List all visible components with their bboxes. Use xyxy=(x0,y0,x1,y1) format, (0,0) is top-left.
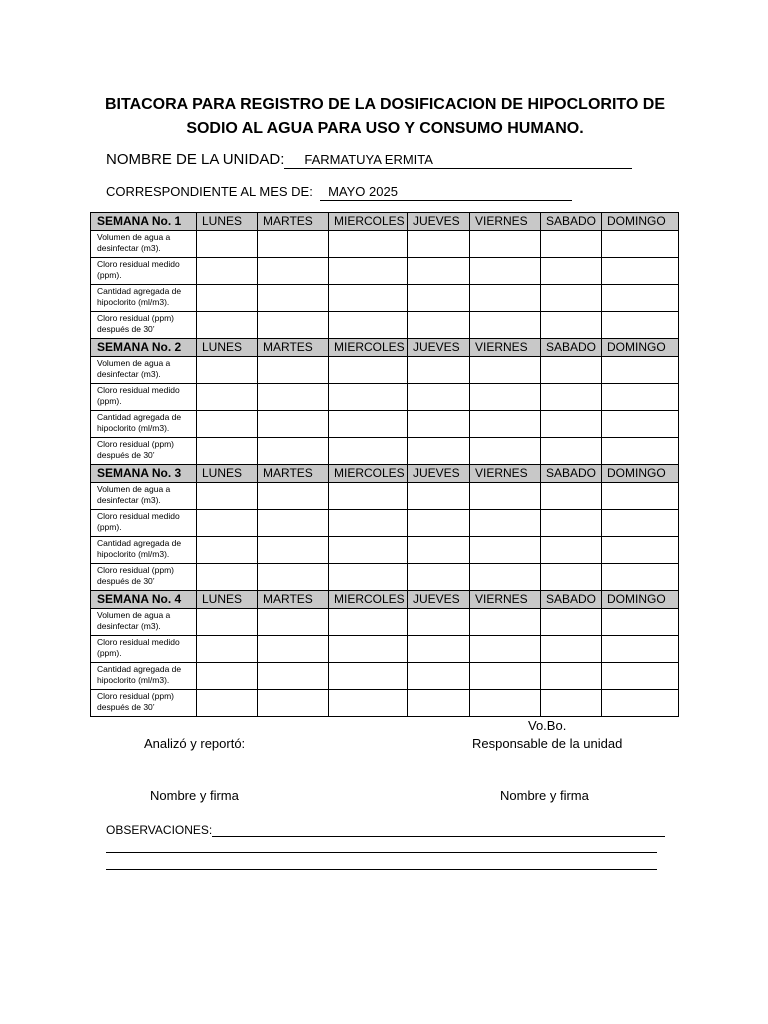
observaciones-line-3[interactable] xyxy=(106,869,657,870)
day-header: JUEVES xyxy=(408,213,470,231)
day-header: MIERCOLES xyxy=(329,339,408,357)
row-label-line: Cloro residual medido xyxy=(97,637,180,647)
day-header: LUNES xyxy=(197,213,258,231)
entry-cell[interactable] xyxy=(541,663,602,690)
entry-cell[interactable] xyxy=(470,231,541,258)
entry-cell[interactable] xyxy=(258,690,329,717)
day-header: DOMINGO xyxy=(602,465,679,483)
title-line-2: SODIO AL AGUA PARA USO Y CONSUMO HUMANO. xyxy=(186,120,584,137)
entry-cell[interactable] xyxy=(197,312,258,339)
entry-cell[interactable] xyxy=(602,384,679,411)
table-row xyxy=(91,510,679,537)
entry-cell[interactable] xyxy=(408,510,470,537)
entry-cell[interactable] xyxy=(258,384,329,411)
entry-cell[interactable] xyxy=(329,483,408,510)
entry-cell[interactable] xyxy=(602,510,679,537)
entry-cell[interactable] xyxy=(602,357,679,384)
entry-cell[interactable] xyxy=(329,690,408,717)
row-label-line: Volumen de agua a xyxy=(97,610,171,620)
week-header-row xyxy=(91,465,679,483)
entry-cell[interactable] xyxy=(329,609,408,636)
table-row xyxy=(91,312,679,339)
row-label-line: hipoclorito (ml/m3). xyxy=(97,297,170,307)
day-header: DOMINGO xyxy=(602,591,679,609)
row-label-line: hipoclorito (ml/m3). xyxy=(97,675,170,685)
entry-cell[interactable] xyxy=(602,609,679,636)
week-label: SEMANA No. 4 xyxy=(91,591,197,609)
day-header: JUEVES xyxy=(408,339,470,357)
row-label-line: Cantidad agregada de xyxy=(97,286,182,296)
entry-cell[interactable] xyxy=(197,384,258,411)
entry-cell[interactable] xyxy=(408,483,470,510)
table-row xyxy=(91,537,679,564)
entry-cell[interactable] xyxy=(258,564,329,591)
row-label-line: después de 30’ xyxy=(97,702,155,712)
entry-cell[interactable] xyxy=(602,483,679,510)
entry-cell[interactable] xyxy=(602,663,679,690)
day-header: MIERCOLES xyxy=(329,591,408,609)
entry-cell[interactable] xyxy=(408,384,470,411)
row-label-line: desinfectar (m3). xyxy=(97,369,161,379)
row-label-line: desinfectar (m3). xyxy=(97,621,161,631)
week-label: SEMANA No. 2 xyxy=(91,339,197,357)
week-label: SEMANA No. 1 xyxy=(91,213,197,231)
entry-cell[interactable] xyxy=(197,510,258,537)
table-row xyxy=(91,564,679,591)
entry-cell[interactable] xyxy=(329,564,408,591)
entry-cell[interactable] xyxy=(408,312,470,339)
mes-value[interactable]: MAYO 2025 xyxy=(320,184,572,201)
entry-cell[interactable] xyxy=(541,690,602,717)
week-header-row xyxy=(91,213,679,231)
table-row xyxy=(91,258,679,285)
row-label-line: Cloro residual (ppm) xyxy=(97,313,174,323)
entry-cell[interactable] xyxy=(602,411,679,438)
row-label-line: (ppm). xyxy=(97,522,122,532)
entry-cell[interactable] xyxy=(329,438,408,465)
entry-cell[interactable] xyxy=(602,258,679,285)
day-header: MIERCOLES xyxy=(329,465,408,483)
entry-cell[interactable] xyxy=(408,258,470,285)
table-row xyxy=(91,384,679,411)
entry-cell[interactable] xyxy=(258,609,329,636)
entry-cell[interactable] xyxy=(408,285,470,312)
table-row xyxy=(91,357,679,384)
row-label xyxy=(91,258,197,285)
entry-cell[interactable] xyxy=(329,510,408,537)
entry-cell[interactable] xyxy=(541,510,602,537)
row-label-line: desinfectar (m3). xyxy=(97,495,161,505)
entry-cell[interactable] xyxy=(541,258,602,285)
row-label xyxy=(91,384,197,411)
right-signature-name[interactable]: Nombre y firma xyxy=(500,788,589,803)
entry-cell[interactable] xyxy=(470,537,541,564)
entry-cell[interactable] xyxy=(408,438,470,465)
row-label-line: después de 30’ xyxy=(97,324,155,334)
entry-cell[interactable] xyxy=(541,609,602,636)
row-label-line: Volumen de agua a xyxy=(97,358,171,368)
document-title xyxy=(90,93,680,141)
row-label-line: hipoclorito (ml/m3). xyxy=(97,423,170,433)
row-label-line: (ppm). xyxy=(97,396,122,406)
entry-cell[interactable] xyxy=(541,285,602,312)
entry-cell[interactable] xyxy=(258,357,329,384)
entry-cell[interactable] xyxy=(602,690,679,717)
left-signature-name[interactable]: Nombre y firma xyxy=(150,788,239,803)
week-label: SEMANA No. 3 xyxy=(91,465,197,483)
entry-cell[interactable] xyxy=(258,537,329,564)
entry-cell[interactable] xyxy=(197,285,258,312)
entry-cell[interactable] xyxy=(258,663,329,690)
row-label-line: Cloro residual medido xyxy=(97,511,180,521)
entry-cell[interactable] xyxy=(197,609,258,636)
row-label-line: hipoclorito (ml/m3). xyxy=(97,549,170,559)
mes-field xyxy=(106,184,572,201)
table-row xyxy=(91,285,679,312)
row-label xyxy=(91,510,197,537)
row-label xyxy=(91,285,197,312)
entry-cell[interactable] xyxy=(197,357,258,384)
entry-cell[interactable] xyxy=(541,312,602,339)
entry-cell[interactable] xyxy=(258,285,329,312)
row-label-line: Cloro residual medido xyxy=(97,385,180,395)
entry-cell[interactable] xyxy=(408,690,470,717)
table-row xyxy=(91,438,679,465)
row-label-line: (ppm). xyxy=(97,270,122,280)
entry-cell[interactable] xyxy=(470,258,541,285)
entry-cell[interactable] xyxy=(329,384,408,411)
entry-cell[interactable] xyxy=(408,537,470,564)
row-label xyxy=(91,690,197,717)
entry-cell[interactable] xyxy=(470,438,541,465)
day-header: SABADO xyxy=(541,213,602,231)
entry-cell[interactable] xyxy=(329,663,408,690)
entry-cell[interactable] xyxy=(258,258,329,285)
entry-cell[interactable] xyxy=(470,636,541,663)
entry-cell[interactable] xyxy=(329,312,408,339)
mes-label: CORRESPONDIENTE AL MES DE: xyxy=(106,184,313,199)
entry-cell[interactable] xyxy=(408,357,470,384)
entry-cell[interactable] xyxy=(408,663,470,690)
day-header: LUNES xyxy=(197,339,258,357)
entry-cell[interactable] xyxy=(408,411,470,438)
table-row xyxy=(91,231,679,258)
day-header: VIERNES xyxy=(470,591,541,609)
row-label-line: Cloro residual (ppm) xyxy=(97,691,174,701)
row-label-line: (ppm). xyxy=(97,648,122,658)
entry-cell[interactable] xyxy=(470,690,541,717)
entry-cell[interactable] xyxy=(470,357,541,384)
observaciones-line-2[interactable] xyxy=(106,852,657,853)
entry-cell[interactable] xyxy=(329,285,408,312)
unidad-label: NOMBRE DE LA UNIDAD: xyxy=(106,151,285,168)
vobo-label: Vo.Bo. xyxy=(528,718,567,733)
observaciones-field xyxy=(106,823,665,837)
entry-cell[interactable] xyxy=(541,483,602,510)
unidad-field xyxy=(106,151,632,169)
table-row xyxy=(91,690,679,717)
day-header: MIERCOLES xyxy=(329,213,408,231)
entry-cell[interactable] xyxy=(258,411,329,438)
table-row xyxy=(91,663,679,690)
entry-cell[interactable] xyxy=(258,483,329,510)
entry-cell[interactable] xyxy=(329,258,408,285)
week-header-row xyxy=(91,339,679,357)
observaciones-label: OBSERVACIONES: xyxy=(106,823,213,837)
entry-cell[interactable] xyxy=(197,411,258,438)
entry-cell[interactable] xyxy=(541,438,602,465)
row-label xyxy=(91,537,197,564)
entry-cell[interactable] xyxy=(470,663,541,690)
entry-cell[interactable] xyxy=(541,231,602,258)
row-label-line: Volumen de agua a xyxy=(97,232,171,242)
row-label-line: Cantidad agregada de xyxy=(97,412,182,422)
row-label xyxy=(91,312,197,339)
entry-cell[interactable] xyxy=(541,537,602,564)
entry-cell[interactable] xyxy=(197,258,258,285)
entry-cell[interactable] xyxy=(408,231,470,258)
entry-cell[interactable] xyxy=(602,285,679,312)
entry-cell[interactable] xyxy=(408,564,470,591)
unidad-value[interactable]: FARMATUYA ERMITA xyxy=(284,152,632,169)
table-row xyxy=(91,411,679,438)
entry-cell[interactable] xyxy=(197,438,258,465)
entry-cell[interactable] xyxy=(258,510,329,537)
entry-cell[interactable] xyxy=(408,636,470,663)
row-label-line: Volumen de agua a xyxy=(97,484,171,494)
day-header: SABADO xyxy=(541,339,602,357)
analizo-label: Analizó y reportó: xyxy=(144,736,246,751)
day-header: MARTES xyxy=(258,591,329,609)
entry-cell[interactable] xyxy=(258,438,329,465)
day-header: SABADO xyxy=(541,591,602,609)
entry-cell[interactable] xyxy=(602,231,679,258)
entry-cell[interactable] xyxy=(197,483,258,510)
entry-cell[interactable] xyxy=(197,663,258,690)
week-header-row xyxy=(91,591,679,609)
day-header: LUNES xyxy=(197,465,258,483)
row-label-line: Cloro residual medido xyxy=(97,259,180,269)
row-label-line: después de 30’ xyxy=(97,576,155,586)
entry-cell[interactable] xyxy=(470,312,541,339)
day-header: JUEVES xyxy=(408,591,470,609)
entry-cell[interactable] xyxy=(470,564,541,591)
entry-cell[interactable] xyxy=(197,690,258,717)
entry-cell[interactable] xyxy=(470,285,541,312)
entry-cell[interactable] xyxy=(197,231,258,258)
entry-cell[interactable] xyxy=(602,636,679,663)
entry-cell[interactable] xyxy=(602,312,679,339)
table-row xyxy=(91,483,679,510)
entry-cell[interactable] xyxy=(541,357,602,384)
entry-cell[interactable] xyxy=(602,564,679,591)
entry-cell[interactable] xyxy=(602,537,679,564)
dosing-log-table xyxy=(90,212,679,717)
entry-cell[interactable] xyxy=(197,636,258,663)
table-row xyxy=(91,609,679,636)
row-label xyxy=(91,357,197,384)
observaciones-line-1[interactable] xyxy=(212,824,665,837)
entry-cell[interactable] xyxy=(329,411,408,438)
entry-cell[interactable] xyxy=(329,636,408,663)
entry-cell[interactable] xyxy=(329,231,408,258)
row-label xyxy=(91,663,197,690)
day-header: DOMINGO xyxy=(602,339,679,357)
entry-cell[interactable] xyxy=(258,231,329,258)
row-label xyxy=(91,564,197,591)
day-header: JUEVES xyxy=(408,465,470,483)
day-header: VIERNES xyxy=(470,339,541,357)
day-header: VIERNES xyxy=(470,213,541,231)
entry-cell[interactable] xyxy=(408,609,470,636)
entry-cell[interactable] xyxy=(197,564,258,591)
entry-cell[interactable] xyxy=(541,411,602,438)
row-label xyxy=(91,636,197,663)
row-label-line: Cloro residual (ppm) xyxy=(97,565,174,575)
day-header: LUNES xyxy=(197,591,258,609)
entry-cell[interactable] xyxy=(541,636,602,663)
entry-cell[interactable] xyxy=(258,636,329,663)
entry-cell[interactable] xyxy=(197,537,258,564)
day-header: MARTES xyxy=(258,213,329,231)
row-label-line: desinfectar (m3). xyxy=(97,243,161,253)
entry-cell[interactable] xyxy=(470,384,541,411)
responsable-label: Responsable de la unidad xyxy=(472,736,623,751)
entry-cell[interactable] xyxy=(602,438,679,465)
entry-cell[interactable] xyxy=(470,609,541,636)
entry-cell[interactable] xyxy=(258,312,329,339)
row-label-line: Cantidad agregada de xyxy=(97,538,182,548)
entry-cell[interactable] xyxy=(470,483,541,510)
entry-cell[interactable] xyxy=(541,384,602,411)
row-label-line: Cantidad agregada de xyxy=(97,664,182,674)
row-label xyxy=(91,438,197,465)
day-header: VIERNES xyxy=(470,465,541,483)
entry-cell[interactable] xyxy=(541,564,602,591)
entry-cell[interactable] xyxy=(470,411,541,438)
row-label xyxy=(91,483,197,510)
row-label xyxy=(91,231,197,258)
row-label xyxy=(91,609,197,636)
day-header: SABADO xyxy=(541,465,602,483)
title-line-1: BITACORA PARA REGISTRO DE LA DOSIFICACION DE HIPOCLORITO DE xyxy=(104,96,665,113)
day-header: MARTES xyxy=(258,339,329,357)
row-label-line: Cloro residual (ppm) xyxy=(97,439,174,449)
entry-cell[interactable] xyxy=(470,510,541,537)
row-label-line: después de 30’ xyxy=(97,450,155,460)
entry-cell[interactable] xyxy=(329,357,408,384)
entry-cell[interactable] xyxy=(329,537,408,564)
table-row xyxy=(91,636,679,663)
day-header: DOMINGO xyxy=(602,213,679,231)
day-header: MARTES xyxy=(258,465,329,483)
row-label xyxy=(91,411,197,438)
